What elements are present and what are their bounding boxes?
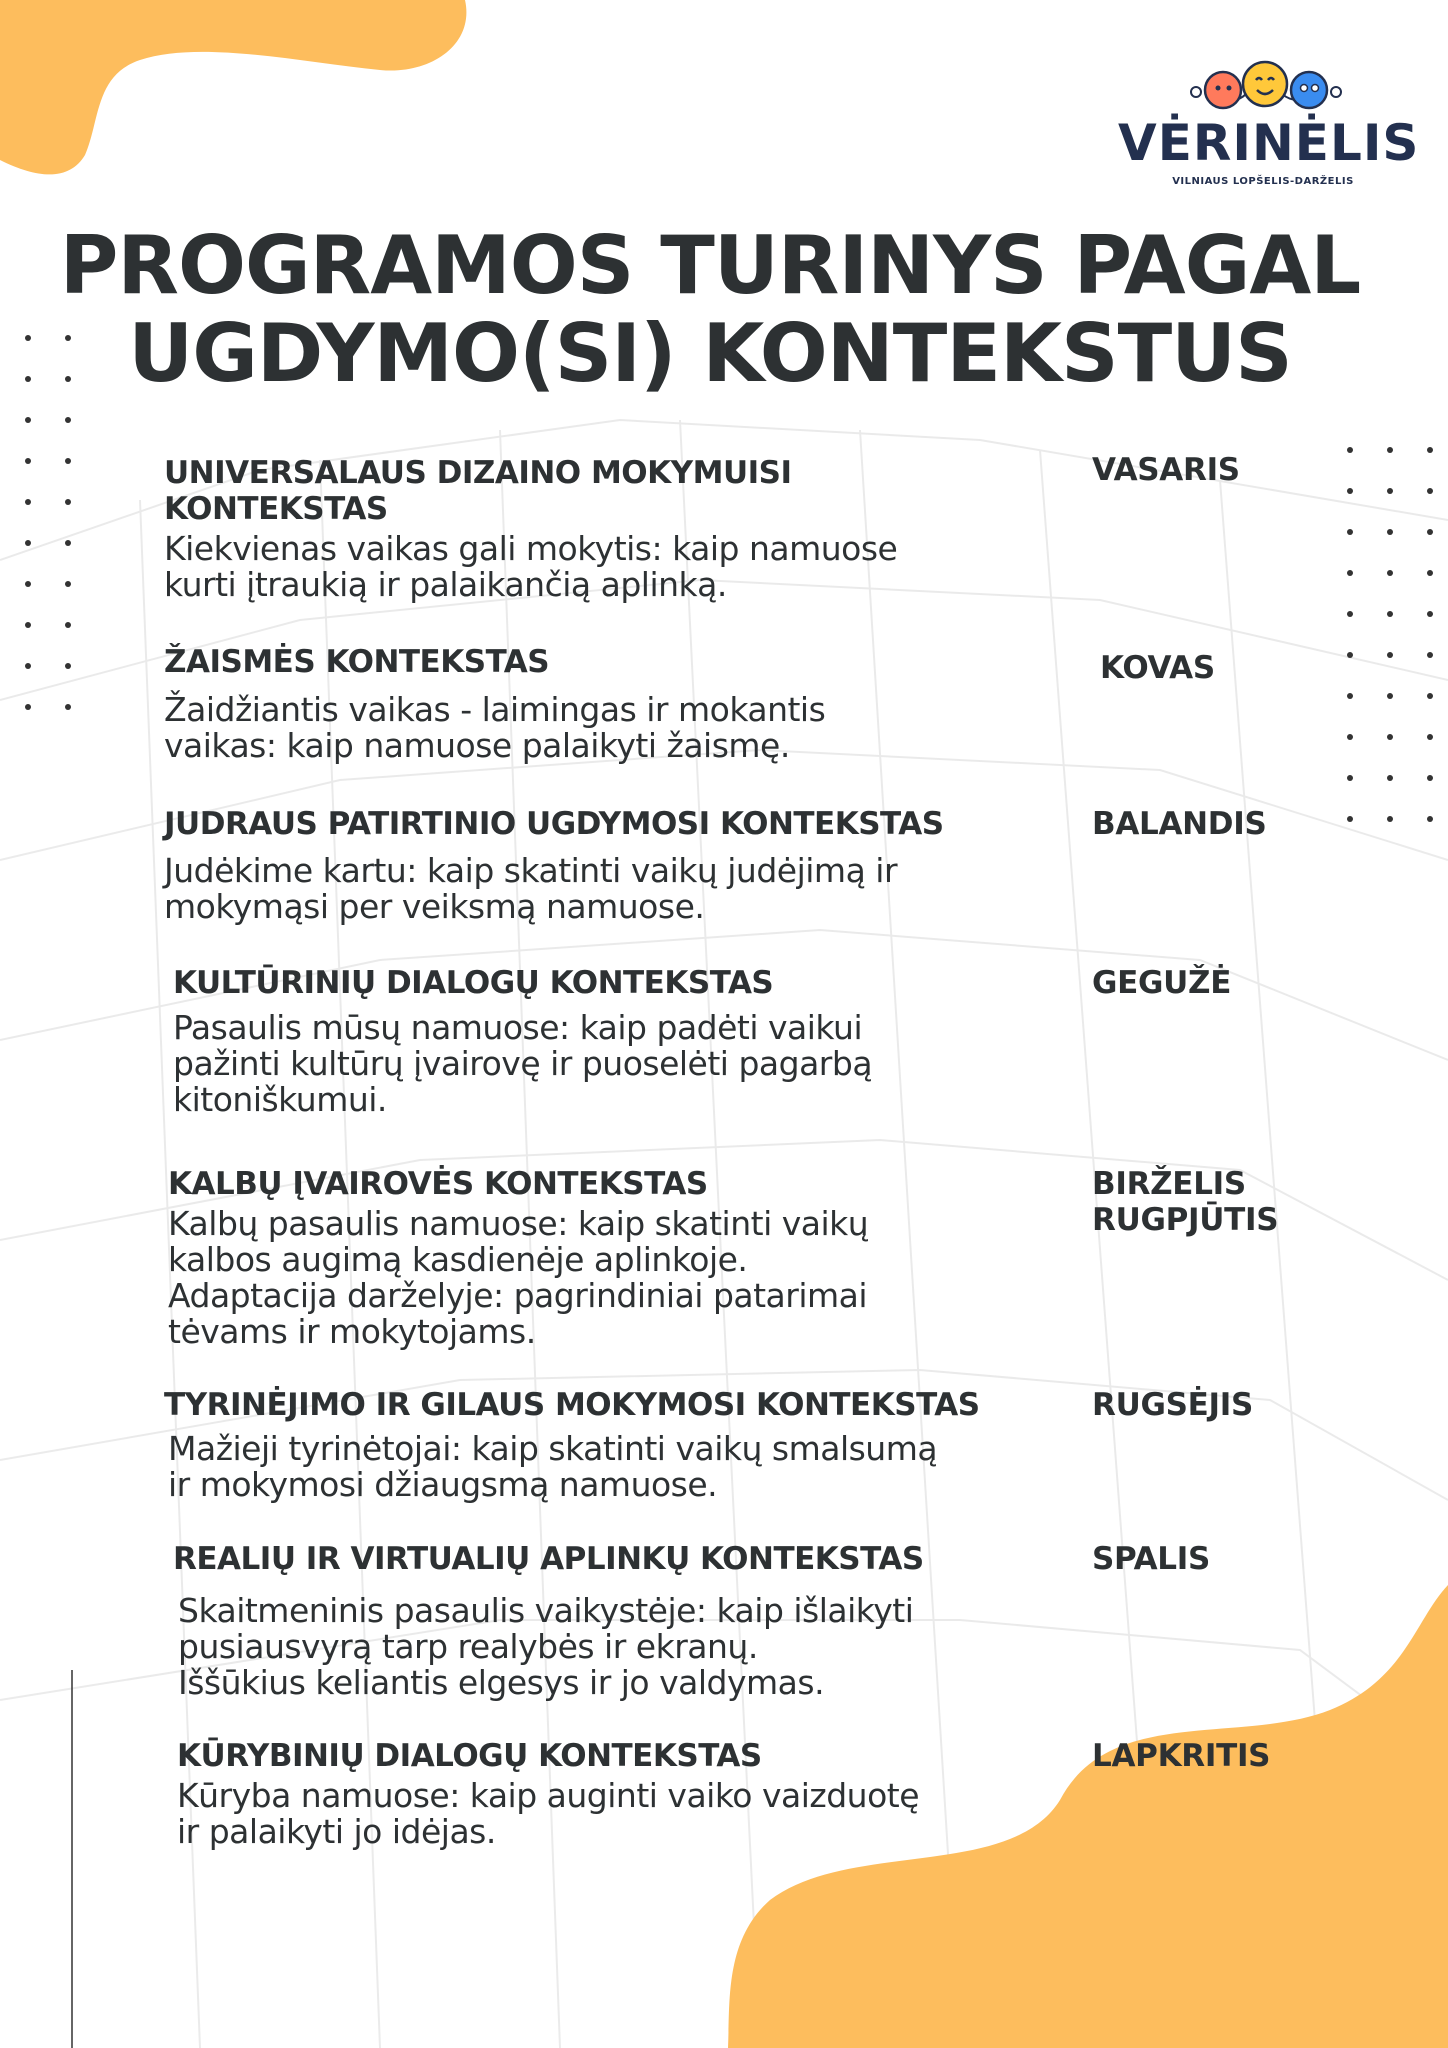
context-heading: ŽAISMĖS KONTEKSTAS (164, 644, 550, 680)
page-title (40, 219, 1380, 400)
context-month: GEGUŽĖ (1092, 965, 1232, 1001)
logo-subtitle: VILNIAUS LOPŠELIS-DARŽELIS (1172, 176, 1354, 187)
context-month: RUGSĖJIS (1092, 1387, 1253, 1423)
top-left-blob (0, 0, 466, 174)
context-description: Kalbų pasaulis namuose: kaip skatinti vaikų kalbos augimą kasdienėje aplinkoje. Adaptacija darželyje: pagrindiniai patarimai tėvams ir mokytojams. (168, 1204, 869, 1351)
logo-title: VĖRINĖLIS (1118, 114, 1420, 172)
context-description: Mažieji tyrinėtojai: kaip skatinti vaikų smalsumą ir mokymosi džiaugsmą namuose. (168, 1429, 938, 1504)
context-heading: KALBŲ ĮVAIROVĖS KONTEKSTAS (168, 1166, 708, 1202)
context-month: SPALIS (1092, 1541, 1211, 1577)
context-month: BIRŽELIS RUGPJŪTIS (1092, 1166, 1279, 1238)
context-description: Žaidžiantis vaikas - laimingas ir mokantis vaikas: kaip namuose palaikyti žaismę. (164, 690, 826, 765)
logo-faces-icon (1118, 58, 1408, 118)
context-month: BALANDIS (1092, 806, 1267, 842)
context-heading: JUDRAUS PATIRTINIO UGDYMOSI KONTEKSTAS (164, 806, 944, 842)
context-heading: KULTŪRINIŲ DIALOGŲ KONTEKSTAS (173, 965, 774, 1001)
context-heading: KŪRYBINIŲ DIALOGŲ KONTEKSTAS (177, 1738, 762, 1774)
page-title-line-1: PROGRAMOS TURINYS PAGAL (59, 219, 1361, 312)
context-heading: REALIŲ IR VIRTUALIŲ APLINKŲ KONTEKSTAS (173, 1541, 924, 1577)
context-month: VASARIS (1092, 452, 1240, 488)
page-title-line-2: UGDYMO(SI) KONTEKSTUS (128, 307, 1292, 400)
right-dot-grid (1347, 447, 1433, 822)
context-heading: UNIVERSALAUS DIZAINO MOKYMUISI KONTEKSTAS (164, 455, 792, 527)
context-description: Judėkime kartu: kaip skatinti vaikų judėjimą ir mokymąsi per veiksmą namuose. (164, 851, 898, 926)
context-month: KOVAS (1100, 650, 1215, 686)
context-month: LAPKRITIS (1092, 1738, 1271, 1774)
context-description: Skaitmeninis pasaulis vaikystėje: kaip išlaikyti pusiausvyrą tarp realybės ir ekranų. Iššūkius keliantis elgesys ir jo valdymas. (178, 1591, 914, 1702)
context-description: Pasaulis mūsų namuose: kaip padėti vaikui pažinti kultūrų įvairovę ir puoselėti pagarbą kitoniškumui. (173, 1008, 873, 1119)
context-heading: TYRINĖJIMO IR GILAUS MOKYMOSI KONTEKSTAS (164, 1387, 980, 1423)
context-description: Kūryba namuose: kaip auginti vaiko vaizduotę ir palaikyti jo idėjas. (177, 1776, 919, 1851)
logo (1118, 58, 1420, 198)
context-description: Kiekvienas vaikas gali mokytis: kaip namuose kurti įtraukią ir palaikančią aplinką. (164, 529, 898, 604)
